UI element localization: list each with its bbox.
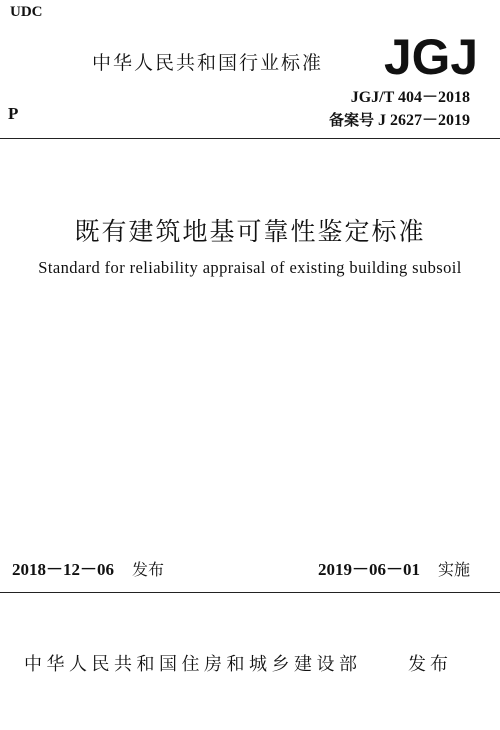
- implement-date: 2019－06－01: [317, 560, 420, 579]
- jgj-logo: [382, 30, 480, 80]
- standard-number-block: [329, 86, 470, 132]
- header-divider: [0, 138, 500, 139]
- issue-verb: 发布: [132, 560, 165, 579]
- issuer-line: 中华人民共和国行业标准: [92, 52, 324, 74]
- udc-label: UDC: [10, 4, 43, 20]
- implement-verb: 实施: [437, 560, 470, 579]
- jgj-logo-text: JGJ: [384, 30, 478, 80]
- publisher-name: 中华人民共和国住房和城乡建设部: [24, 654, 362, 675]
- record-number: J 2627－2019: [377, 112, 470, 129]
- issue-date: 2018－12－06: [12, 560, 114, 579]
- title-chinese: 既有建筑地基可靠性鉴定标准: [74, 217, 426, 246]
- implement-date-line: [318, 555, 470, 580]
- publish-verb: 发布: [408, 654, 452, 675]
- record-number-line: [329, 109, 470, 132]
- standard-number: JGJ/T 404－2018: [350, 89, 470, 106]
- title-english: Standard for reliability appraisal of existing building subsoil: [38, 258, 462, 277]
- category-letter: P: [8, 104, 19, 123]
- footer-divider: [0, 592, 500, 593]
- record-label: 备案号: [328, 111, 374, 129]
- issue-date-line: [12, 555, 164, 580]
